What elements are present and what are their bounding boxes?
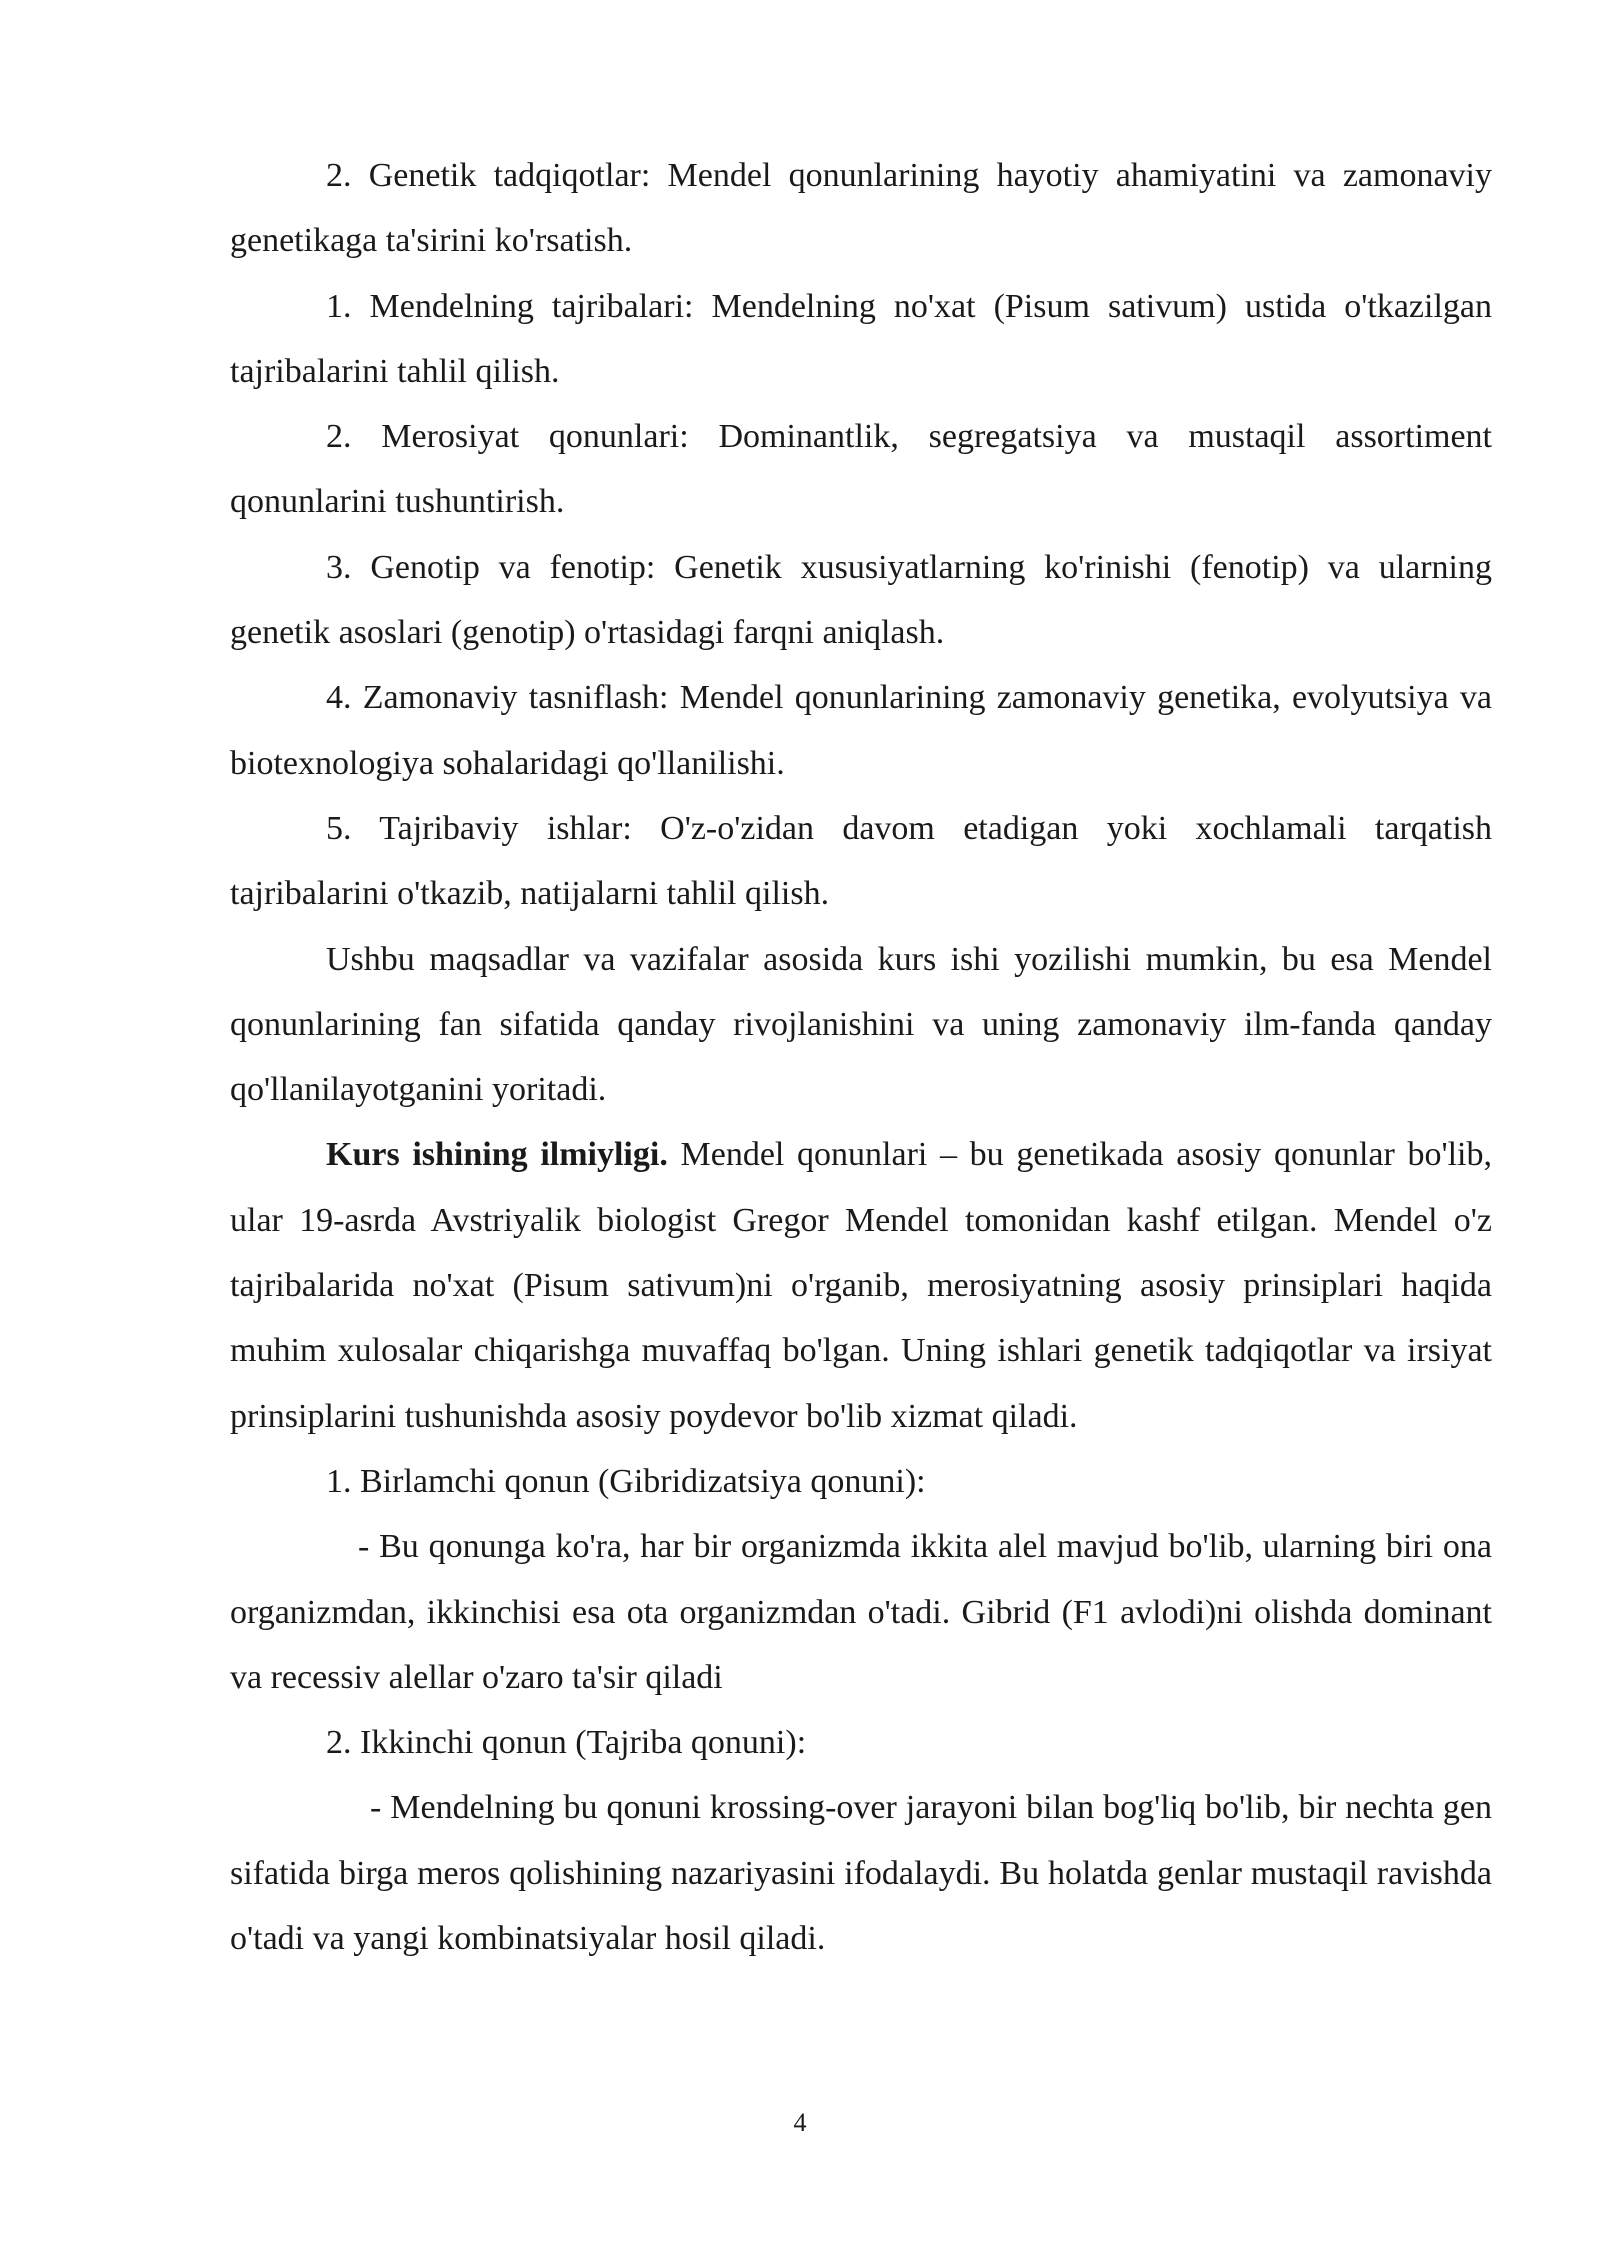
scientific-heading: Kurs ishining ilmiyligi. [326, 1136, 668, 1174]
law-1-title: 1. Birlamchi qonun (Gibridizatsiya qonuni): [326, 1462, 926, 1500]
page-body [230, 143, 1492, 1971]
law-2-description: - Mendelning bu qonuni krossing-over jarayoni bilan bog'liq bo'lib, bir nechta gen sifatida birga meros qolishining nazariyasini ifodalaydi. Bu holatda genlar mustaqil ravishda o'tadi va yangi kombinatsiyalar hosil qiladi. [230, 1789, 1492, 1958]
paragraph-heredity-laws: 2. Merosiyat qonunlari: Dominantlik, segregatsiya va mustaqil assortiment qonunlarini tushuntirish. [230, 418, 1492, 521]
paragraph-modern-classification: 4. Zamonaviy tasniflash: Mendel qonunlarining zamonaviy genetika, evolyutsiya va biotexnologiya sohalaridagi qo'llanilishi. [230, 679, 1492, 782]
paragraph-scientific-nature [230, 1122, 1492, 1448]
scientific-text: Mendel qonunlari – bu genetikada asosiy qonunlar bo'lib, ular 19-asrda Avstriyalik biologist Gregor Mendel tomonidan kashf etilgan. Mendel o'z tajribalarida no'xat (Pisum sativum)ni o'rganib, merosiyatning asosiy prinsiplari haqida muhim xulosalar chiqarishga muvaffaq bo'lgan. Uning ishlari genetik tadqiqotlar va irsiyat prinsiplarini tushunishda asosiy poydevor bo'lib xizmat qiladi. [230, 1136, 1492, 1435]
paragraph-research-goal: 2. Genetik tadqiqotlar: Mendel qonunlarining hayotiy ahamiyatini va zamonaviy genetikaga ta'sirini ko'rsatish. [230, 157, 1492, 260]
law-1-description: - Bu qonunga ko'ra, har bir organizmda ikkita alel mavjud bo'lib, ularning biri ona organizmdan, ikkinchisi esa ota organizmdan o'tadi. Gibrid (F1 avlodi)ni olishda dominant va recessiv alellar o'zaro ta'sir qiladi [230, 1528, 1492, 1696]
page-number: 4 [793, 2108, 807, 2137]
paragraph-mendel-experiments: 1. Mendelning tajribalari: Mendelning no'xat (Pisum sativum) ustida o'tkazilgan tajribalarini tahlil qilish. [230, 287, 1492, 390]
law-2-title: 2. Ikkinchi qonun (Tajriba qonuni): [326, 1724, 807, 1762]
paragraph-experimental-work: 5. Tajribaviy ishlar: O'z-o'zidan davom etadigan yoki xochlamali tarqatish tajribalarini o'tkazib, natijalarni tahlil qilish. [230, 809, 1492, 913]
paragraph-genotype-phenotype: 3. Genotip va fenotip: Genetik xususiyatlarning ko'rinishi (fenotip) va ularning genetik asoslari (genotip) o'rtasidagi farqni aniqlash. [230, 548, 1492, 652]
paragraph-summary: Ushbu maqsadlar va vazifalar asosida kurs ishi yozilishi mumkin, bu esa Mendel qonunlarining fan sifatida qanday rivojlanishini va uning zamonaviy ilm-fanda qanday qo'llanilayotganini yoritadi. [230, 940, 1492, 1109]
